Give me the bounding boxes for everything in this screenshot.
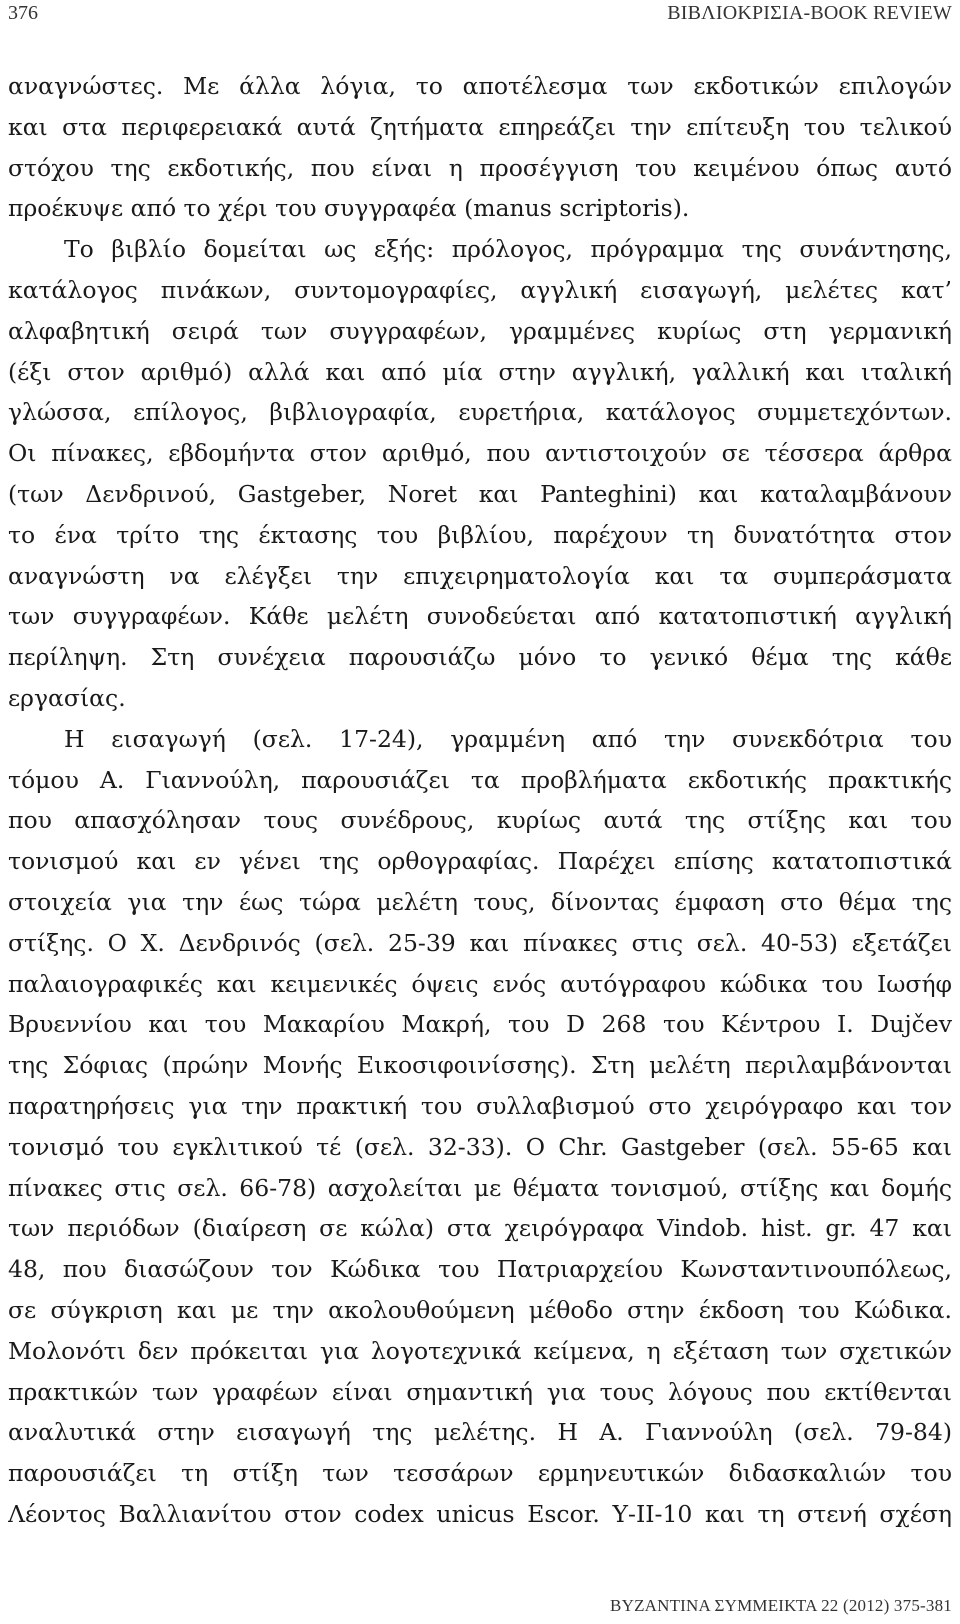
text-line: πρακτικών των γραφέων είναι σημαντική για τους λόγους που εκτίθενται bbox=[8, 1377, 952, 1406]
running-head: ΒΙΒΛΙΟΚΡΙΣΙΑ-BOOK REVIEW bbox=[667, 2, 952, 24]
text-line: αλφαβητική σειρά των συγγραφέων, γραμμένες κυρίως στη γερμανική bbox=[8, 316, 952, 345]
text-line: παρουσιάζει τη στίξη των τεσσάρων ερμηνευτικών διδασκαλιών του bbox=[8, 1459, 952, 1488]
text-line: αναλυτικά στην εισαγωγή της μελέτης. Η Α. Γιαννούλη (σελ. 79-84) bbox=[8, 1418, 952, 1447]
text-line: στοιχεία για την έως τώρα μελέτη τους, δίνοντας έμφαση στο θέμα της bbox=[8, 887, 952, 916]
text-line: στόχου της εκδοτικής, που είναι η προσέγγιση του κειμένου όπως αυτό bbox=[8, 153, 952, 182]
text-line: το ένα τρίτο της έκτασης του βιβλίου, παρέχουν τη δυνατότητα στον bbox=[8, 520, 952, 549]
text-line: τόμου Α. Γιαννούλη, παρουσιάζει τα προβλήματα εκδοτικής πρακτικής bbox=[8, 765, 952, 794]
text-line: γλώσσα, επίλογος, βιβλιογραφία, ευρετήρια, κατάλογος συμμετεχόντων. bbox=[8, 398, 952, 427]
text-line: και στα περιφερειακά αυτά ζητήματα επηρεάζει την επίτευξη του τελικού bbox=[8, 112, 952, 141]
text-line: των συγγραφέων. Κάθε μελέτη συνοδεύεται από κατατοπιστική αγγλική bbox=[8, 602, 952, 631]
text-line: σε σύγκριση και με την ακολουθούμενη μέθοδο στην έκδοση του Κώδικα. bbox=[8, 1295, 952, 1324]
text-line: (έξι στον αριθμό) αλλά και από μία στην αγγλική, γαλλική και ιταλική bbox=[8, 357, 952, 386]
text-line: Οι πίνακες, εβδομήντα στον αριθμό, που αντιστοιχούν σε τέσσερα άρθρα bbox=[8, 439, 952, 468]
text-line: που απασχόλησαν τους συνέδρους, κυρίως αυτά της στίξης και του bbox=[8, 806, 952, 835]
text-line: Βρυεννίου και του Μακαρίου Μακρή, του D 268 του Κέντρου I. Dujčev bbox=[8, 1010, 952, 1039]
text-line: παλαιογραφικές και κειμενικές όψεις ενός αυτόγραφου κώδικα του Ιωσήφ bbox=[8, 969, 952, 998]
text-line: των περιόδων (διαίρεση σε κώλα) στα χειρόγραφα Vindob. hist. gr. 47 και bbox=[8, 1214, 952, 1243]
journal-citation-footer: ΒΥΖΑΝΤΙΝΑ ΣΥΜΜΕΙΚΤΑ 22 (2012) 375-381 bbox=[610, 1596, 952, 1615]
text-line: τονισμού και εν γένει της ορθογραφίας. Παρέχει επίσης κατατοπιστικά bbox=[8, 847, 952, 876]
text-line: παρατηρήσεις για την πρακτική του συλλαβισμού στο χειρόγραφο και τον bbox=[8, 1091, 952, 1120]
text-line: προέκυψε από το χέρι του συγγραφέα (manus scriptoris). bbox=[8, 194, 690, 223]
text-line: Μολονότι δεν πρόκειται για λογοτεχνικά κείμενα, η εξέταση των σχετικών bbox=[8, 1336, 952, 1365]
text-line: αναγνώστη να ελέγξει την επιχειρηματολογία και τα συμπεράσματα bbox=[8, 561, 952, 590]
text-line: πίνακες στις σελ. 66-78) ασχολείται με θέματα τονισμού, στίξης και δομής bbox=[8, 1173, 952, 1202]
text-line: εργασίας. bbox=[8, 683, 126, 712]
text-line: τονισμό του εγκλιτικού τέ (σελ. 32-33). Ο Chr. Gastgeber (σελ. 55-65 και bbox=[8, 1132, 952, 1161]
text-line: Λέοντος Βαλλιανίτου στον codex unicus Escor. Υ-II-10 και τη στενή σχέση bbox=[8, 1499, 952, 1528]
text-line: αναγνώστες. Με άλλα λόγια, το αποτέλεσμα των εκδοτικών επιλογών bbox=[8, 72, 952, 100]
review-body-text bbox=[8, 66, 952, 1535]
text-line: της Σόφιας (πρώην Μονής Εικοσιφοινίσσης). Στη μελέτη περιλαμβάνονται bbox=[8, 1051, 952, 1080]
text-line: (των Δενδρινού, Gastgeber, Noret και Panteghini) και καταλαμβάνουν bbox=[8, 479, 952, 508]
text-line: περίληψη. Στη συνέχεια παρουσιάζω μόνο το γενικό θέμα της κάθε bbox=[8, 643, 952, 672]
text-line: Το βιβλίο δομείται ως εξής: πρόλογος, πρόγραμμα της συνάντησης, bbox=[64, 235, 952, 264]
page-header bbox=[8, 2, 952, 28]
text-line: Η εισαγωγή (σελ. 17-24), γραμμένη από την συνεκδότρια του bbox=[64, 724, 952, 753]
text-line: 48, που διασώζουν τον Κώδικα του Πατριαρχείου Κωνσταντινουπόλεως, bbox=[8, 1255, 952, 1284]
text-line: στίξης. Ο Χ. Δενδρινός (σελ. 25-39 και πίνακες στις σελ. 40-53) εξετάζει bbox=[8, 928, 952, 957]
page-number: 376 bbox=[8, 2, 38, 24]
text-line: κατάλογος πινάκων, συντομογραφίες, αγγλική εισαγωγή, μελέτες κατ’ bbox=[8, 275, 952, 304]
